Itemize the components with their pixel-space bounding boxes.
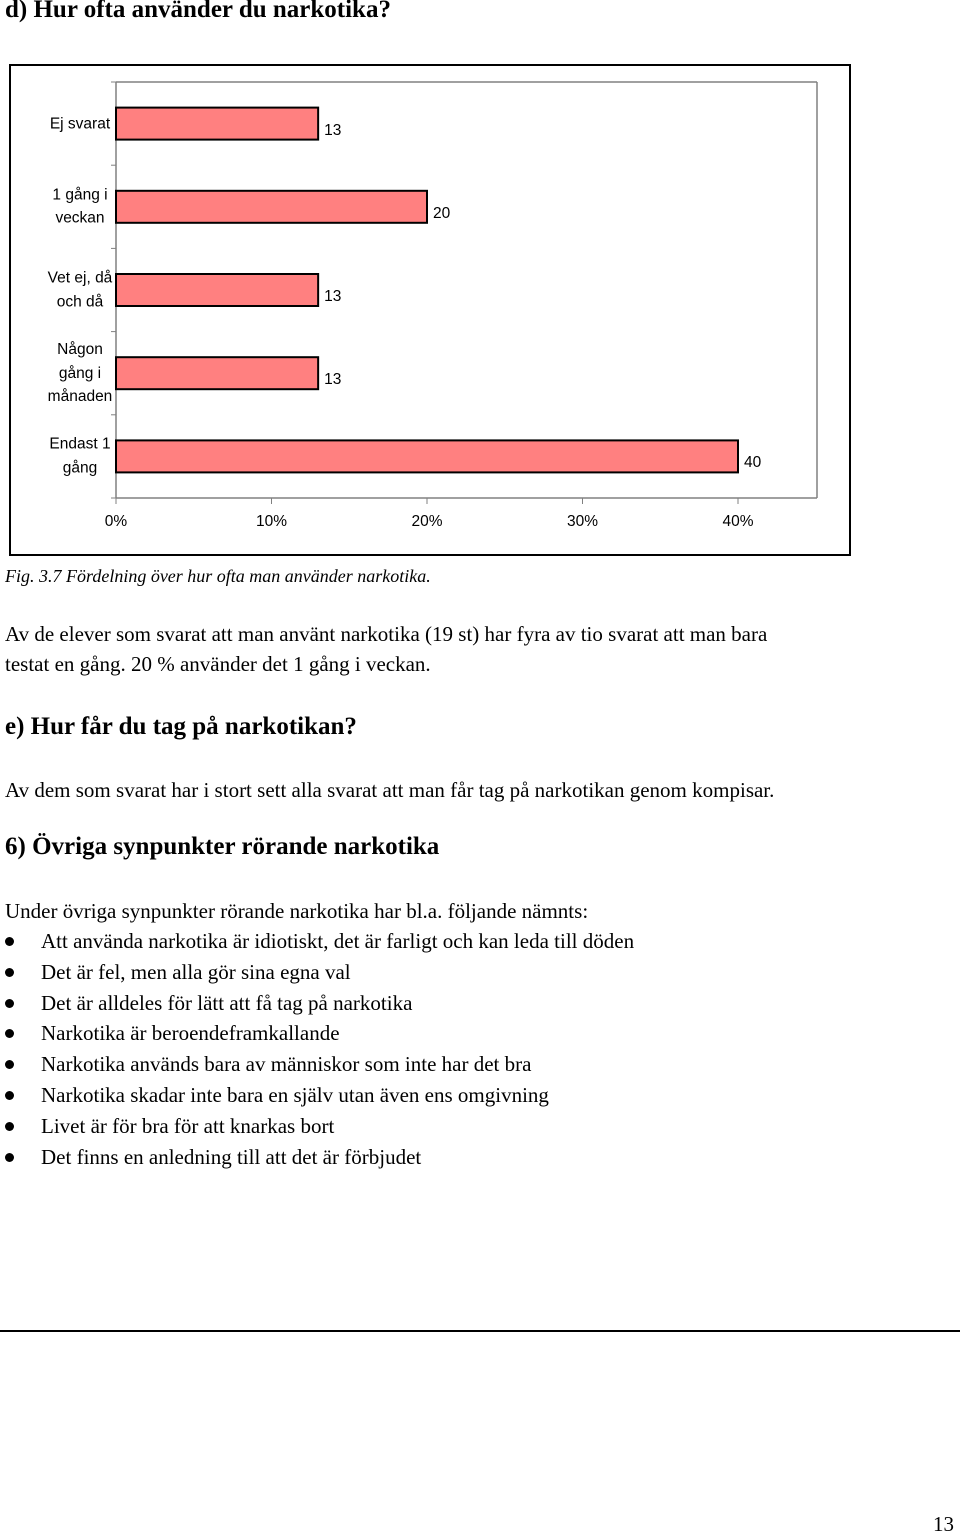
category-label [25, 433, 135, 480]
bullet-icon [5, 1091, 14, 1100]
opinions-list [5, 926, 634, 1172]
category-label-line: 1 gång i [52, 186, 108, 204]
footer-divider [0, 1330, 960, 1332]
bar-chart [9, 64, 851, 556]
bar [116, 440, 738, 472]
bar-value-label: 40 [744, 454, 762, 472]
list-item-text: Narkotika används bara av människor som inte har det bra [41, 1052, 532, 1077]
bar [116, 357, 318, 389]
x-tick-label: 0% [104, 513, 128, 530]
bullet-icon [5, 1122, 14, 1131]
category-label [25, 112, 135, 136]
category-label [25, 267, 135, 314]
bullet-icon [5, 1029, 14, 1038]
paragraph-line-2: testat en gång. 20 % använder det 1 gång i veckan. [5, 652, 431, 676]
list-item-text: Livet är för bra för att knarkas bort [41, 1113, 335, 1138]
list-item-text: Narkotika är beroendeframkallande [41, 1021, 340, 1046]
list-item-text: Narkotika skadar inte bara en själv utan även ens omgivning [41, 1082, 549, 1107]
category-label-line: veckan [55, 209, 105, 227]
list-item [5, 1080, 634, 1111]
list-item-text: Att använda narkotika är idiotiskt, det är farligt och kan leda till döden [41, 929, 635, 953]
category-label-line: gång [62, 459, 98, 477]
list-item [5, 1142, 634, 1173]
list-item [5, 957, 634, 988]
bar [116, 108, 318, 140]
list-item-text: Det finns en anledning till att det är förbjudet [41, 1144, 422, 1169]
category-label-line: Vet ej, då [47, 269, 113, 287]
page-number: 13 [933, 1512, 954, 1536]
list-item [5, 988, 634, 1019]
x-tick-label: 10% [255, 513, 288, 530]
x-tick-label: 30% [566, 513, 599, 530]
bullet-icon [5, 937, 14, 946]
section-heading-d: d) Hur ofta använder du narkotika? [5, 0, 391, 23]
list-item-text: Det är alldeles för lätt att få tag på narkotika [41, 990, 413, 1015]
list-item [5, 1018, 634, 1049]
bullet-icon [5, 1060, 14, 1069]
list-item [5, 926, 634, 957]
list-item [5, 1049, 634, 1080]
category-label [25, 183, 135, 230]
x-tick-label: 40% [722, 513, 754, 530]
x-tick-label: 20% [411, 513, 443, 530]
category-label-line: Endast 1 [49, 435, 111, 453]
list-item [5, 1111, 634, 1142]
section-heading-6: 6) Övriga synpunkter rörande narkotika [5, 833, 440, 860]
paragraph-sources: Av dem som svarat har i stort sett alla svarat att man får tag på narkotikan genom kompisar. [5, 778, 775, 802]
bullet-icon [5, 968, 14, 977]
bar-value-label: 13 [324, 371, 342, 389]
paragraph-line-1: Av de elever som svarat att man använt narkotika (19 st) har fyra av tio svarat att man bara [5, 622, 768, 646]
section-heading-e: e) Hur får du tag på narkotikan? [5, 713, 357, 740]
bullet-icon [5, 1153, 14, 1162]
category-label-line: och då [56, 293, 104, 310]
list-intro: Under övriga synpunkter rörande narkotika har bl.a. följande nämnts: [5, 899, 589, 923]
list-item-text: Det är fel, men alla gör sina egna val [41, 959, 351, 984]
bullet-icon [5, 999, 14, 1008]
category-label-line: Någon [57, 340, 103, 358]
bar [116, 191, 427, 223]
bar-value-label: 13 [324, 121, 342, 139]
category-label [25, 338, 135, 409]
category-label-line: gång i [58, 364, 102, 382]
category-label-line: Ej svarat [49, 114, 111, 132]
category-label-line: månaden [47, 387, 113, 405]
figure-caption: Fig. 3.7 Fördelning över hur ofta man använder narkotika. [5, 566, 431, 586]
bar [116, 274, 318, 306]
bar-value-label: 13 [324, 288, 342, 305]
bar-value-label: 20 [433, 204, 451, 222]
chart-plot-area [11, 66, 849, 554]
